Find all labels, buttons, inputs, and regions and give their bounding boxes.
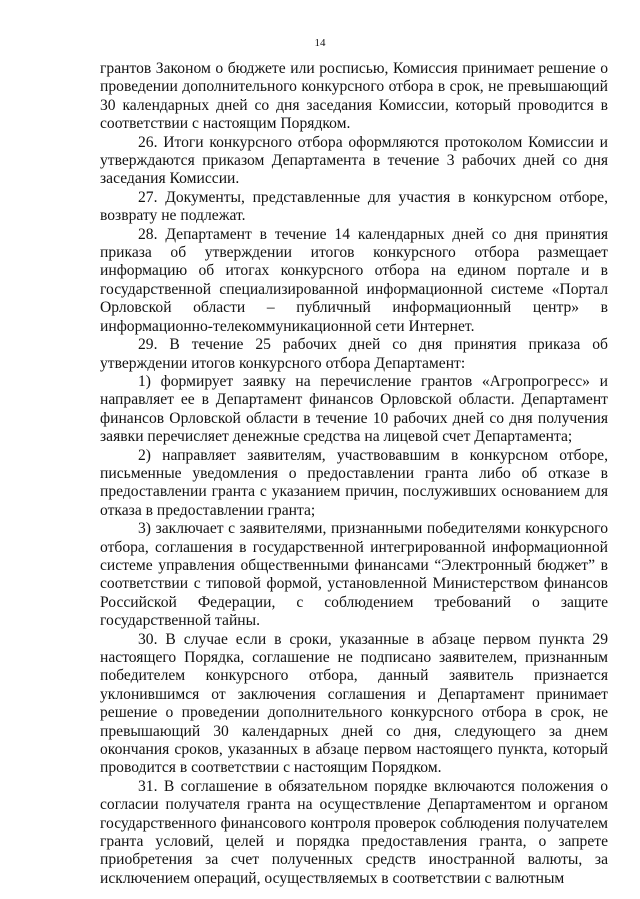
document-body <box>100 60 608 888</box>
paragraph-29-item-3: 3) заключает с заявителями, признанными победителями конкурсного отбора, соглашения в государственной интегрированной информационной системе управления общественными финансами “Электронный бюджет” в соответствии с типовой формой, установленной Министерством финансов Российской Федерации, с соблюдением требований о защите государственной тайны. <box>100 520 608 630</box>
paragraph-29: 29. В течение 25 рабочих дней со дня принятия приказа об утверждении итогов конкурсного отбора Департамент: <box>100 336 608 372</box>
paragraph-27: 27. Документы, представленные для участия в конкурсном отборе, возврату не подлежат. <box>100 188 608 225</box>
paragraph-30: 30. В случае если в сроки, указанные в абзаце первом пункта 29 настоящего Порядка, соглашение не подписано заявителем, признанным победителем конкурсного отбора, данный заявитель признается уклонившимся от заключения соглашения и Департамент принимает решение о проведении дополнительного конкурсного отбора в срок, не превышающий 30 календарных дней со дня, следующего за днем окончания сроков, указанных в абзаце первом настоящего пункта, который проводится в соответствии с настоящим Порядком. <box>100 630 608 777</box>
paragraph-26: 26. Итоги конкурсного отбора оформляются протоколом Комиссии и утверждаются приказом Департамента в течение 3 рабочих дней со дня заседания Комиссии. <box>100 133 608 188</box>
paragraph-28: 28. Департамент в течение 14 календарных дней со дня принятия приказа об утверждении итогов конкурсного отбора размещает информацию об итогах конкурсного отбора на едином портале и в государственной специализированной информационной системе «Портал Орловской области – публичный информационный центр» в информационно-телекоммуникационной сети Интернет. <box>100 225 608 335</box>
paragraph-continuation: грантов Законом о бюджете или росписью, Комиссия принимает решение о проведении дополнительного конкурсного отбора в срок, не превышающий 30 календарных дней со дня заседания Комиссии, который проводится в соответствии с настоящим Порядком. <box>100 60 608 133</box>
page-number: 14 <box>314 37 326 49</box>
paragraph-29-item-1: 1) формирует заявку на перечисление грантов «Агропрогресс» и направляет ее в Департамент финансов Орловской области. Департамент финансов Орловской области в течение 10 рабочих дней со дня получения заявки перечисляет денежные средства на лицевой счет Департамента; <box>100 372 608 446</box>
paragraph-29-item-2: 2) направляет заявителям, участвовавшим в конкурсном отборе, письменные уведомления о предоставлении гранта либо об отказе в предоставлении гранта с указанием причин, послуживших основанием для отказа в предоставлении гранта; <box>100 446 608 519</box>
paragraph-31: 31. В соглашение в обязательном порядке включаются положения о согласии получателя гранта на осуществление Департаментом и органом государственного финансового контроля проверок соблюдения получателем гранта условий, целей и порядка предоставления гранта, о запрете приобретения за счет полученных средств иностранной валюты, за исключением операций, осуществляемых в соответствии с валютным <box>100 777 608 887</box>
